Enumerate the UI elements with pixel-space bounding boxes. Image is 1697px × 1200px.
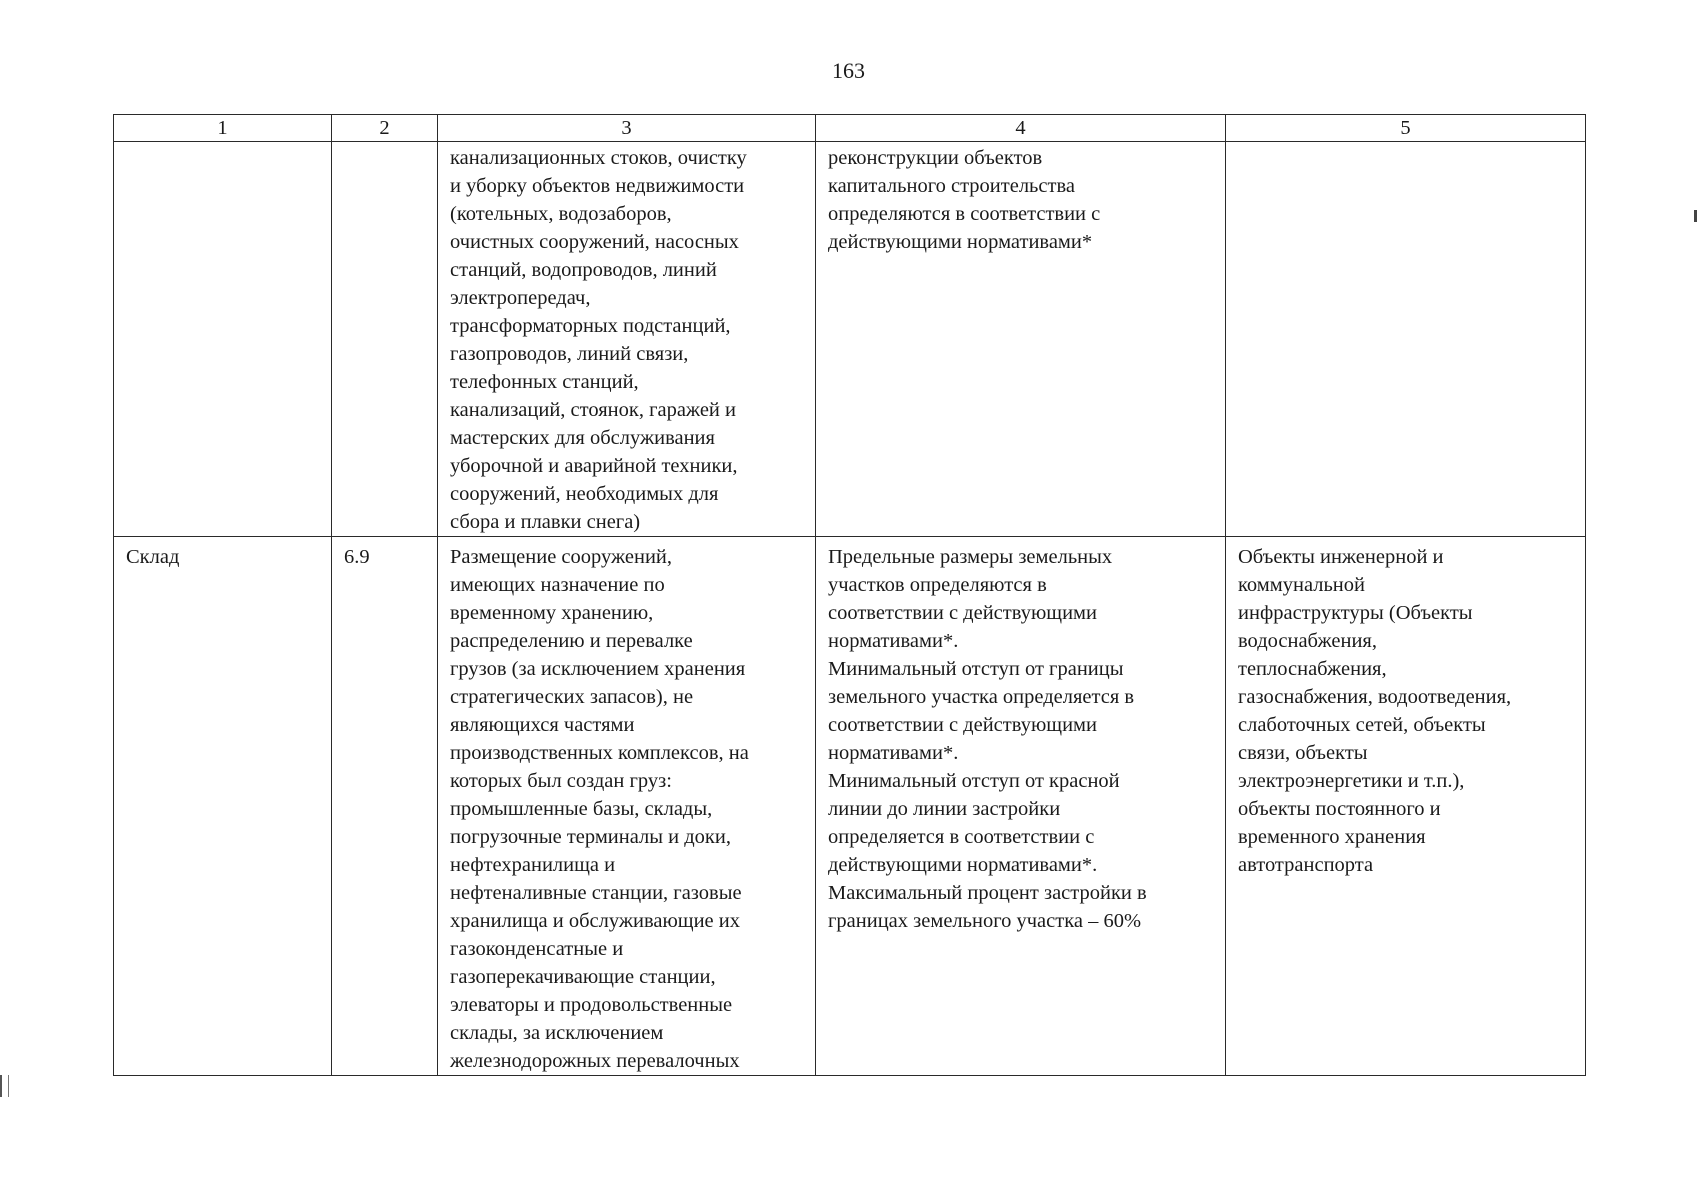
cell-description: Размещение сооружений, имеющих назначение по временному хранению, распределению и перевалке грузов (за исключением хранения стратегических запасов), не являющихся частями производственных комплексов, на которых был создан груз: промышленные базы, склады, погрузочные терминалы и доки, нефтехранилища и нефтеналивные станции, газовые хранилища и обслуживающие их газоконденсатные и газоперекачивающие станции, элеваторы и продовольственные склады, за исключением железнодорожных перевалочных: [438, 537, 816, 1076]
cell-land-use-type: [114, 142, 332, 537]
table-row: [114, 142, 1586, 537]
cell-parameters: Предельные размеры земельных участков определяются в соответствии с действующими нормативами*. Минимальный отступ от границы земельного участка определяется в соответствии с действующими нормативами*. Минимальный отступ от красной линии до линии застройки определяется в соответствии с действующими нормативами*. Максимальный процент застройки в границах земельного участка – 60%: [816, 537, 1226, 1076]
cell-code: 6.9: [332, 537, 438, 1076]
table-header-row: [114, 115, 1586, 142]
regulations-table: [113, 114, 1586, 1076]
cell-auxiliary-uses: [1226, 142, 1586, 537]
scan-edge-mark: [0, 1075, 9, 1097]
table-row: [114, 537, 1586, 1076]
cell-auxiliary-uses: Объекты инженерной и коммунальной инфраструктуры (Объекты водоснабжения, теплоснабжения, газоснабжения, водоотведения, слаботочных сетей, объекты связи, объекты электроэнергетики и т.п.), объекты постоянного и временного хранения автотранспорта: [1226, 537, 1586, 1076]
column-header-1: 1: [114, 115, 332, 142]
column-header-3: 3: [438, 115, 816, 142]
column-header-2: 2: [332, 115, 438, 142]
cell-land-use-type: Склад: [114, 537, 332, 1076]
page-number: 163: [832, 58, 865, 83]
cell-parameters: реконструкции объектов капитального строительства определяются в соответствии с действующими нормативами*: [816, 142, 1226, 537]
cell-code: [332, 142, 438, 537]
column-header-5: 5: [1226, 115, 1586, 142]
cell-description: канализационных стоков, очистку и уборку объектов недвижимости (котельных, водозаборов, очистных сооружений, насосных станций, водопроводов, линий электропередач, трансформаторных подстанций, газопроводов, линий связи, телефонных станций, канализаций, стоянок, гаражей и мастерских для обслуживания уборочной и аварийной техники, сооружений, необходимых для сбора и плавки снега): [438, 142, 816, 537]
column-header-4: 4: [816, 115, 1226, 142]
